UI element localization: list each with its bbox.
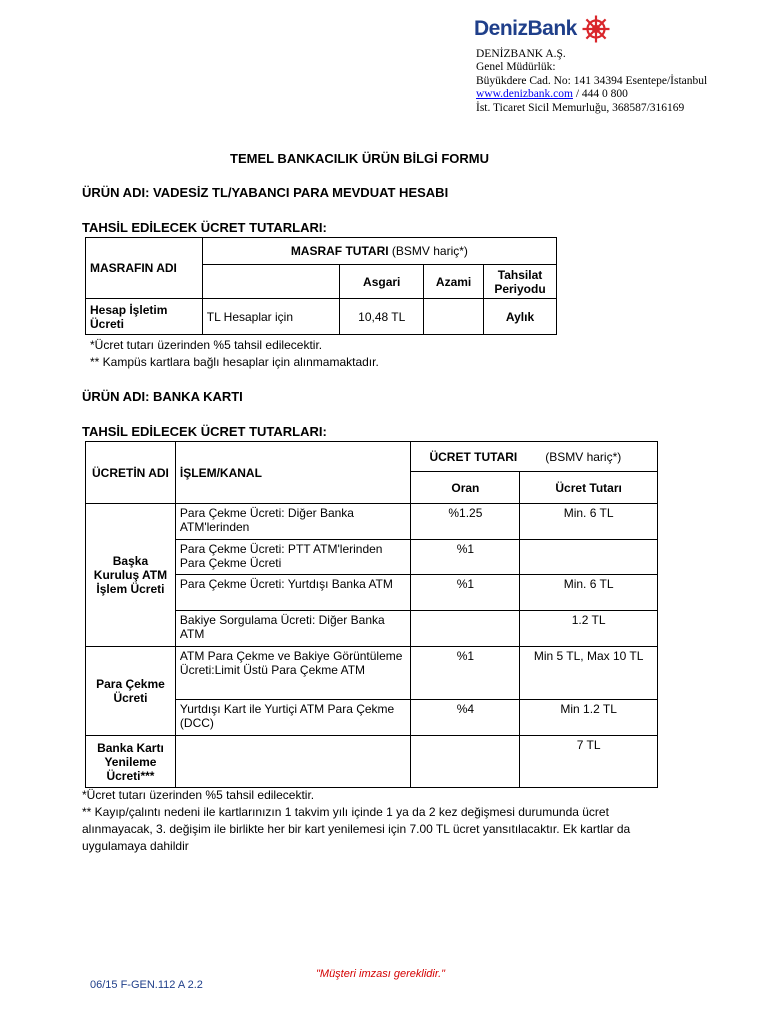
rate-cell: %4 bbox=[411, 700, 520, 736]
fee-cell bbox=[520, 540, 658, 575]
header-fee-amount: MASRAF TUTARI (BSMV hariç*) bbox=[202, 238, 556, 265]
phone-number: / 444 0 800 bbox=[572, 88, 628, 101]
header-period: Tahsilat Periyodu bbox=[484, 265, 557, 299]
fee-cell: 1.2 TL bbox=[520, 611, 658, 647]
company-info bbox=[476, 48, 707, 115]
company-address: Büyükdere Cad. No: 141 34394 Esentepe/İstanbul bbox=[476, 74, 708, 87]
fee-min-cell: 10,48 TL bbox=[340, 299, 424, 335]
logo-text: DenizBank bbox=[474, 17, 577, 40]
table-row bbox=[86, 238, 557, 265]
rate-cell: %1 bbox=[411, 647, 520, 700]
channel-cell: Para Çekme Ücreti: PTT ATM'lerinden Para Çekme Ücreti bbox=[175, 540, 411, 575]
table-row bbox=[86, 736, 658, 788]
rate-cell: %1 bbox=[411, 575, 520, 611]
note-line: ** Kayıp/çalıntı nedeni ile kartlarınızın 1 takvim yılı içinde 1 ya da 2 kez değişmesi durumunda ücret alınmayacak, 3. değişim ile birlikte her bir kart yenilemesi için 7.00 TL ücret yansıtılacaktır. Ek kartlar da uygulamaya dahildir bbox=[82, 805, 631, 853]
table-row bbox=[86, 504, 658, 540]
rate-cell bbox=[411, 736, 520, 788]
rate-cell: %1.25 bbox=[411, 504, 520, 540]
rate-cell: %1 bbox=[411, 540, 520, 575]
account-fee-table bbox=[85, 237, 557, 335]
fees-heading-card: TAHSİL EDİLECEK ÜCRET TUTARLARI: bbox=[82, 424, 327, 439]
card-notes bbox=[82, 787, 682, 855]
fee-cell: Min. 6 TL bbox=[520, 504, 658, 540]
group-withdrawal: Para Çekme Ücreti bbox=[86, 647, 176, 736]
note-line: *Ücret tutarı üzerinden %5 tahsil edilecektir. bbox=[90, 338, 323, 352]
fee-name-cell: Hesap İşletim Ücreti bbox=[86, 299, 203, 335]
group-card-renewal: Banka Kartı Yenileme Ücreti*** bbox=[86, 736, 176, 788]
note-line: ** Kampüs kartlara bağlı hesaplar için alınmamaktadır. bbox=[90, 355, 379, 369]
company-name: DENİZBANK A.Ş. bbox=[476, 48, 566, 60]
table-row bbox=[86, 647, 658, 700]
fee-desc-cell: TL Hesaplar için bbox=[202, 299, 340, 335]
channel-cell: Yurtdışı Kart ile Yurtiçi ATM Para Çekme (DCC) bbox=[175, 700, 411, 736]
group-other-atm: Başka Kuruluş ATM İşlem Ücreti bbox=[86, 504, 176, 647]
account-notes bbox=[90, 337, 379, 371]
signature-note: "Müşteri imzası gereklidir." bbox=[316, 968, 446, 980]
channel-cell: Bakiye Sorgulama Ücreti: Diğer Banka ATM bbox=[175, 611, 411, 647]
company-contact bbox=[476, 88, 707, 101]
channel-cell bbox=[175, 736, 411, 788]
product-name-account: ÜRÜN ADI: VADESİZ TL/YABANCI PARA MEVDUAT HESABI bbox=[82, 185, 449, 200]
header-fee: Ücret Tutarı bbox=[520, 472, 658, 504]
form-title: TEMEL BANKACILIK ÜRÜN BİLGİ FORMU bbox=[230, 151, 490, 166]
product-name-card: ÜRÜN ADI: BANKA KARTI bbox=[82, 389, 243, 404]
ship-wheel-icon bbox=[581, 14, 611, 44]
card-fee-table bbox=[85, 441, 658, 788]
channel-cell: Para Çekme Ücreti: Yurtdışı Banka ATM bbox=[175, 575, 411, 611]
fee-cell: Min 1.2 TL bbox=[520, 700, 658, 736]
fee-max-cell bbox=[424, 299, 484, 335]
fee-cell: 7 TL bbox=[520, 736, 658, 788]
website-link[interactable]: www.denizbank.com bbox=[476, 88, 573, 101]
company-registry: İst. Ticaret Sicil Memurluğu, 368587/316169 bbox=[476, 101, 685, 114]
table-row bbox=[86, 442, 658, 472]
fee-period-cell: Aylık bbox=[484, 299, 557, 335]
table-row bbox=[86, 299, 557, 335]
header-fee-amount: ÜCRET TUTARI (BSMV hariç*) bbox=[411, 442, 658, 472]
fee-cell: Min 5 TL, Max 10 TL bbox=[520, 647, 658, 700]
bank-logo bbox=[474, 14, 611, 44]
channel-cell: Para Çekme Ücreti: Diğer Banka ATM'lerinden bbox=[175, 504, 411, 540]
header-fee-name: ÜCRETİN ADI bbox=[86, 442, 176, 504]
header-channel: İŞLEM/KANAL bbox=[175, 442, 411, 504]
header-max: Azami bbox=[424, 265, 484, 299]
rate-cell bbox=[411, 611, 520, 647]
note-line: *Ücret tutarı üzerinden %5 tahsil edilecektir. bbox=[82, 788, 315, 802]
header-rate: Oran bbox=[411, 472, 520, 504]
company-department: Genel Müdürlük: bbox=[476, 61, 556, 74]
fee-cell: Min. 6 TL bbox=[520, 575, 658, 611]
header-fee-name: MASRAFIN ADI bbox=[86, 238, 203, 299]
fees-heading-account: TAHSİL EDİLECEK ÜCRET TUTARLARI: bbox=[82, 220, 327, 235]
header-min: Asgari bbox=[340, 265, 424, 299]
channel-cell: ATM Para Çekme ve Bakiye Görüntüleme Ücreti:Limit Üstü Para Çekme ATM bbox=[175, 647, 411, 700]
form-code: 06/15 F-GEN.112 A 2.2 bbox=[90, 979, 203, 991]
